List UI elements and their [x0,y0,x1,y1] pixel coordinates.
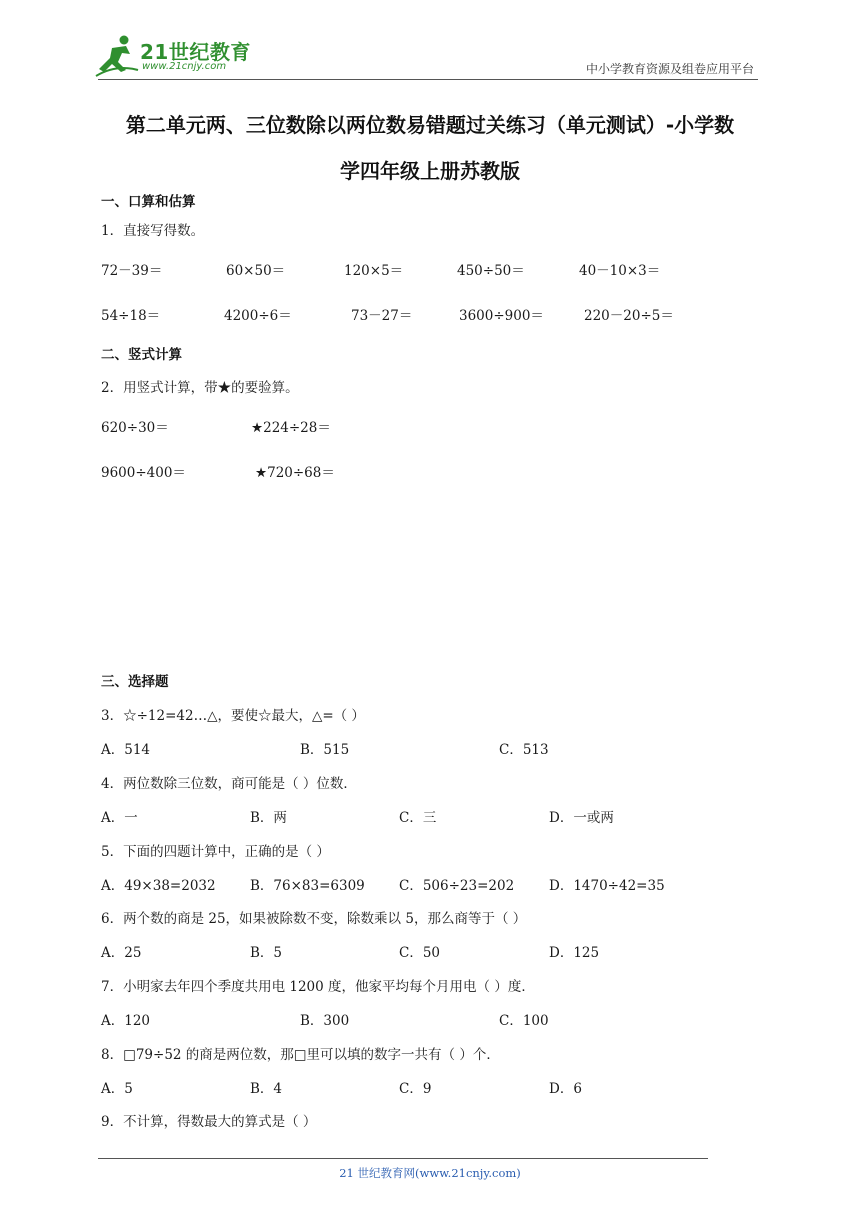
q6-option-c[interactable]: C．50 [399,945,441,961]
q1-expression: 450÷50＝ [457,263,525,279]
q1-expression: 54÷18＝ [101,308,161,324]
q1-expression: 73－27＝ [351,308,413,324]
question-4-prompt: 4．两位数除三位数，商可能是（ ）位数． [101,776,357,792]
question-1-prompt: 1．直接写得数。 [101,223,205,239]
q7-option-a[interactable]: A．120 [101,1013,151,1029]
q4-option-c[interactable]: C．三 [399,810,437,826]
question-6-prompt: 6．两个数的商是 25，如果被除数不变，除数乘以 5，那么商等于（ ） [101,911,527,927]
platform-name: 中小学教育资源及组卷应用平台 [585,62,754,76]
q1-expression: 220－20÷5＝ [584,308,674,324]
header-divider [98,79,758,80]
question-7-prompt: 7．小明家去年四个季度共用电 1200 度，他家平均每个月用电（ ）度． [101,979,535,995]
document-title-line-1: 第二单元两、三位数除以两位数易错题过关练习（单元测试）-小学数 [125,113,735,137]
document-title-line-2: 学四年级上册苏教版 [340,159,520,183]
runner-logo-icon [94,34,140,78]
section-heading-choice: 三、选择题 [101,674,169,690]
footer-link[interactable]: 21 世纪教育网(www.21cnjy.com) [339,1166,521,1180]
q7-option-b[interactable]: B．300 [300,1013,350,1029]
question-3-prompt: 3．☆÷12=42…△，要使☆最大，△=（ ） [101,708,365,724]
logo-url: www.21cnjy.com [142,61,227,72]
q3-option-c[interactable]: C．513 [499,742,549,758]
q1-expression: 4200÷6＝ [224,308,292,324]
q1-expression: 120×5＝ [344,263,404,279]
logo-title: 21世纪教育 [140,40,251,64]
q5-option-c[interactable]: C．506÷23=202 [399,878,515,894]
q2-expression: ★720÷68＝ [255,465,335,481]
question-2-prompt: 2．用竖式计算，带★的要验算。 [101,380,299,396]
q5-option-b[interactable]: B．76×83=6309 [250,878,365,894]
q5-option-d[interactable]: D．1470÷42=35 [549,878,665,894]
q3-option-a[interactable]: A．514 [101,742,151,758]
site-logo [94,34,264,78]
q1-expression: 72－39＝ [101,263,163,279]
q6-option-b[interactable]: B．5 [250,945,283,961]
section-heading-vertical: 二、竖式计算 [101,347,182,363]
q8-option-d[interactable]: D．6 [549,1081,582,1097]
q1-expression: 40－10×3＝ [579,263,661,279]
footer-divider [98,1158,708,1159]
q4-option-b[interactable]: B．两 [250,810,287,826]
q4-option-a[interactable]: A．一 [101,810,138,826]
q1-expression: 60×50＝ [226,263,286,279]
question-9-prompt: 9．不计算，得数最大的算式是（ ） [101,1114,317,1130]
q2-expression: ★224÷28＝ [251,420,331,436]
q6-option-d[interactable]: D．125 [549,945,600,961]
q5-option-a[interactable]: A．49×38=2032 [101,878,216,894]
q1-expression: 3600÷900＝ [459,308,544,324]
question-5-prompt: 5．下面的四题计算中，正确的是（ ） [101,844,330,860]
section-heading-oral: 一、口算和估算 [101,194,196,210]
q6-option-a[interactable]: A．25 [101,945,142,961]
q3-option-b[interactable]: B．515 [300,742,350,758]
q8-option-b[interactable]: B．4 [250,1081,283,1097]
q2-expression: 620÷30＝ [101,420,169,436]
q2-expression: 9600÷400＝ [101,465,186,481]
q8-option-a[interactable]: A．5 [101,1081,133,1097]
q7-option-c[interactable]: C．100 [499,1013,549,1029]
q8-option-c[interactable]: C．9 [399,1081,432,1097]
question-8-prompt: 8．□79÷52 的商是两位数，那□里可以填的数字一共有（ ）个． [101,1047,500,1063]
q4-option-d[interactable]: D．一或两 [549,810,614,826]
